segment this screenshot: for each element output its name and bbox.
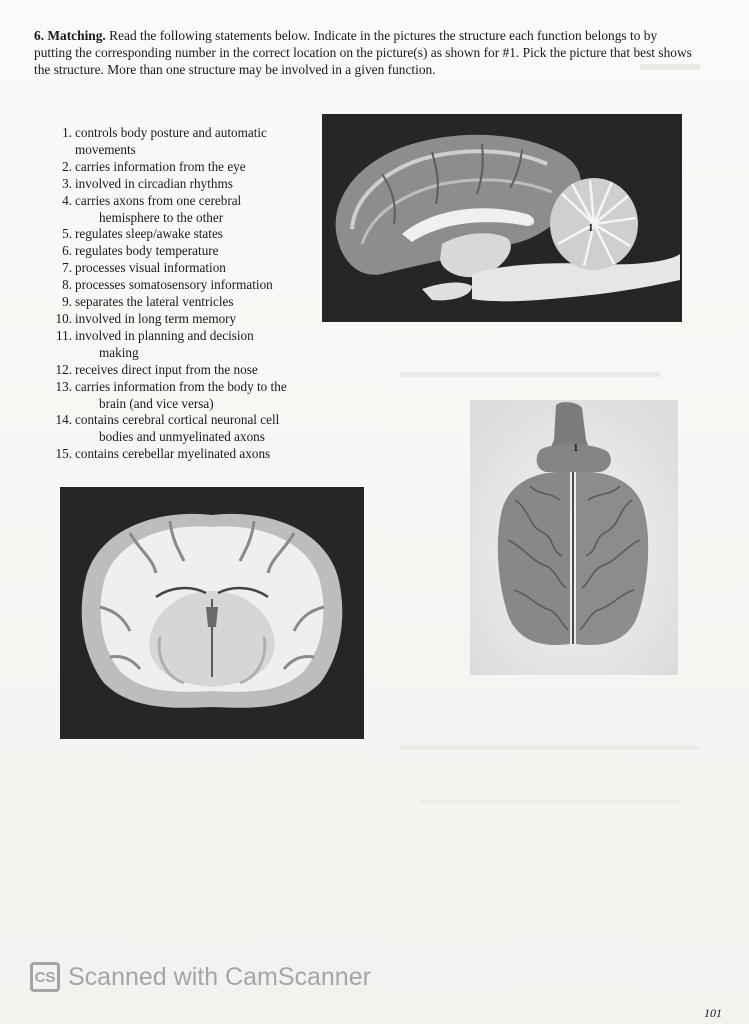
- item-text: separates the lateral ventricles: [75, 294, 234, 310]
- item-number: 15.: [55, 446, 72, 462]
- item-text-continued: bodies and unmyelinated axons: [99, 429, 265, 445]
- list-item: [48, 311, 318, 328]
- item-text-continued: movements: [75, 141, 136, 157]
- camscanner-logo-icon: CS: [30, 962, 60, 992]
- item-text: carries information from the eye: [75, 158, 246, 174]
- item-text: involved in long term memory: [75, 310, 237, 326]
- item-number: 3.: [62, 175, 72, 191]
- item-number: 8.: [62, 277, 72, 293]
- item-text: controls body posture and automatic: [75, 125, 267, 140]
- item-number: 2.: [62, 158, 72, 174]
- item-number: 12.: [55, 361, 72, 377]
- function-list: [48, 125, 318, 463]
- list-item: [48, 328, 318, 362]
- instructions-heading: 6. Matching.: [34, 28, 106, 43]
- item-text: processes somatosensory information: [75, 277, 273, 293]
- item-text: contains cerebral cortical neuronal cell: [75, 412, 280, 428]
- item-number: 7.: [62, 260, 72, 276]
- list-item: [48, 260, 318, 277]
- item-text: processes visual information: [75, 260, 226, 276]
- item-text: regulates sleep/awake states: [75, 226, 223, 242]
- list-item: [48, 277, 318, 294]
- item-text: carries axons from one cerebral: [75, 192, 242, 208]
- list-item: [48, 159, 318, 176]
- list-item: [48, 125, 318, 159]
- list-item: [48, 412, 318, 446]
- item-number: 4.: [62, 192, 72, 208]
- coronal-brain-illustration: [60, 487, 364, 739]
- item-text-continued: making: [99, 344, 139, 360]
- list-item: [48, 243, 318, 260]
- item-number: 1.: [62, 125, 72, 140]
- item-text: involved in circadian rhythms: [75, 175, 233, 191]
- watermark-text: Scanned with CamScanner: [68, 962, 371, 991]
- item-number: 10.: [55, 310, 72, 326]
- item-text: contains cerebellar myelinated axons: [75, 446, 271, 462]
- sagittal-brain-illustration: [322, 114, 682, 322]
- list-item: [48, 176, 318, 193]
- sagittal-brain-photo: [322, 114, 682, 322]
- bleed-through-mark: [400, 745, 700, 750]
- list-item: [48, 446, 318, 463]
- list-item: [48, 294, 318, 311]
- item-text: regulates body temperature: [75, 243, 219, 259]
- list-item: [48, 226, 318, 243]
- instructions-body: Read the following statements below. Indicate in the pictures the structure each function belongs to by putting the corresponding number in the correct location on the picture(s) as shown for #1. Pick the picture that best shows the structure. More than one structure may be involved in a given function.: [34, 28, 692, 77]
- coronal-brain-photo: [60, 487, 364, 739]
- item-number: 13.: [55, 378, 72, 394]
- list-item: [48, 379, 318, 413]
- item-number: 6.: [62, 243, 72, 259]
- camscanner-watermark: [30, 962, 371, 992]
- structure-marker: 1: [588, 222, 594, 234]
- item-text: involved in planning and decision: [75, 327, 254, 343]
- item-number: 5.: [62, 226, 72, 242]
- item-text: receives direct input from the nose: [75, 361, 258, 377]
- page-number: 101: [704, 1006, 722, 1020]
- structure-marker: 1: [573, 442, 579, 454]
- item-number: 14.: [55, 412, 72, 428]
- bleed-through-mark: [420, 800, 680, 805]
- list-item: [48, 193, 318, 227]
- item-number: 9.: [62, 294, 72, 310]
- bleed-through-mark: [400, 372, 660, 377]
- item-text-continued: brain (and vice versa): [99, 395, 214, 411]
- item-text: carries information from the body to the: [75, 378, 287, 394]
- item-text-continued: hemisphere to the other: [99, 209, 224, 225]
- list-item: [48, 362, 318, 379]
- matching-instructions: [34, 27, 698, 78]
- item-number: 11.: [56, 327, 72, 343]
